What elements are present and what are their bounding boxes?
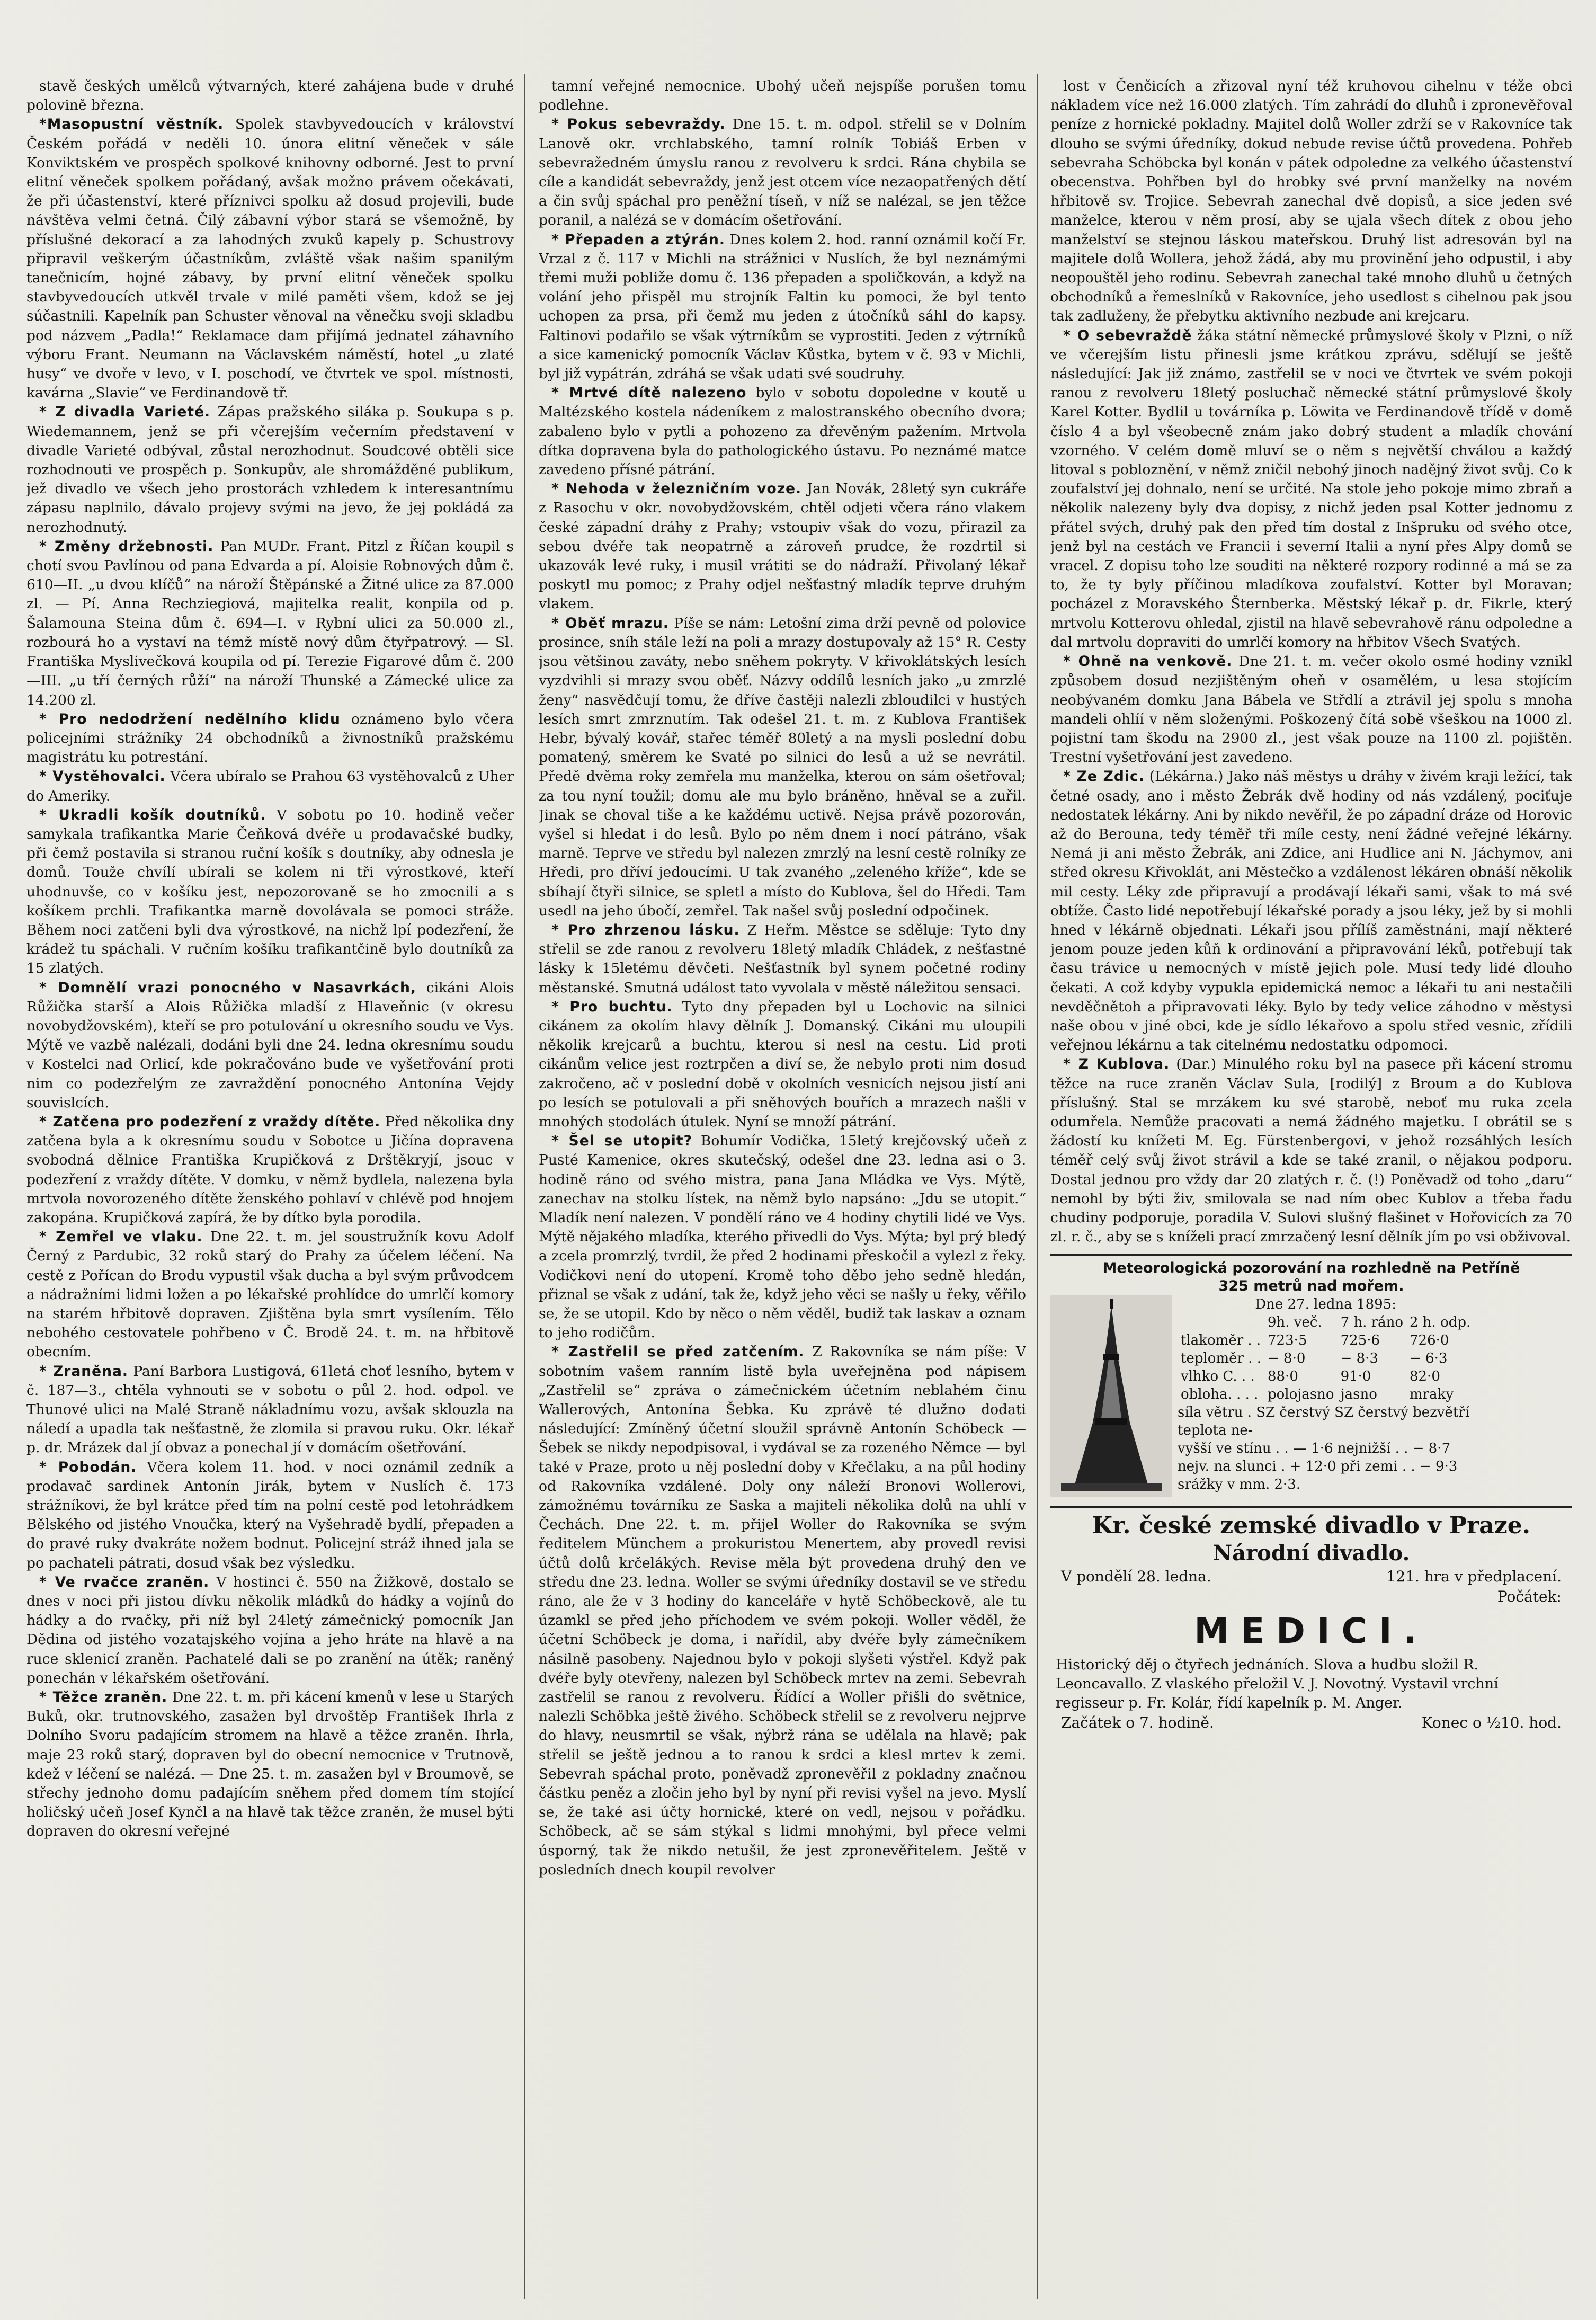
news-headline: * Ze Zdic.	[1063, 768, 1145, 785]
news-text: (Dar.) Minulého roku byl na pasece při kácení stromu těžce na ruce zraněn Václav Sula, [rodilý] z Broum a do Kublova příslušný. Stal se mrzákem ku své starobě, neboť mu ruka zcela odumřela. Nemůže pracovati a nemá žádného majetku. I obrátil se s žádostí ku knížeti M. Eg. Fürstenbergovi, v jehož rozsáhlých lesích téměř celý svůj život strávil a kde se také zranil, o nějakou podporu. Dostal jednou pro vždy dar 20 zlatých r. č. (!) Poněvadž od toho „daru“ nemohl by býti živ, smilovala se nad ním obec Kublov a třeba řadu chudiny podporuje, poradila V. Sulovi slušný flašinet v Hořovicích za 70 zl. r. č., aby se s kníželi prací zmrzačený lesní dělník jím po vsi obživoval.	[1050, 1056, 1572, 1246]
news-item	[26, 1362, 514, 1458]
news-text: (Lékárna.) Jako náš městys u dráhy v živém kraji ležící, tak četné osady, ano i město Žebrák dvě hodiny od nás vzdálený, pociťuje nedostatek lékárny. Ani by nikdo nevěřil, že po západní dráze od Horovic až do Berouna, tedy téměř tři míle cesty, není žádné veřejné lékárny. Nemá ji ani město Žebrák, ani Zdice, ani Hudlice ani N. Jáchymov, ani střed okresu Křivoklát, ani Městečko a vzdálenost lékáren obnáší několik mil cesty. Léky zde připravují a prodávají lékaři sami, však to má své obtíže. Často lidé nepotřebují lékařské porady a jsou léky, jež by si mohli hned v lékárně objednati. Lékaři jsou přílíš zaměstnáni, mají některé jenom pouze jeden kůň k ordinování a připravování léků, potřebují tak času trávice u nemocných v místě jejich pole. Musí tedy lidé dlouho čekati. A což kdyby vypukla epidemická nemoc a lékaři tu ani nestačili nevděčnětoh a připravovati léky. Bylo by tedy velice záhodno v městysi naše obou v jiné obci, kde je sídlo lékařovo a spolu střed vesnic, zřídili veřejnou lékárnu a tak citelnému nedostatku odpomoci.	[1050, 768, 1572, 1054]
news-item	[539, 998, 1026, 1132]
meteo-temp-label: teplota ne-	[1178, 1423, 1253, 1439]
meteo-cell: 723·5	[1267, 1332, 1307, 1349]
news-text: V sobotu po 10. hodině večer samykala trafikantka Marie Čeňková dvéře u prodavačské budky, při čemž postavila si stranou ruční košík s doutníky, aby odnesla je domů. Touže chvílí ubírali se kolem ni tři výrostkové, kteří uhodnuvše, co v košíku jest, nepozorovaně se ho zmocnili a s košíkem prchli. Trafikantka marně dovolávala se pomoci stráže. Během noci zatčeni byli dva výrostkové, na nichž lpí podezření, že krádež tu spáchali. V ručním košíku trafikantčině bylo doutníků za 15 zlatých.	[26, 806, 514, 977]
news-headline: * Mrtvé dítě nalezeno	[551, 385, 747, 402]
news-item	[26, 1113, 514, 1228]
news-item	[539, 77, 1026, 115]
news-headline: * Nehoda v železničním voze.	[551, 481, 802, 497]
theatre-begin: Začátek o 7. hodině.	[1061, 1714, 1214, 1732]
news-text: stavě českých umělců výtvarných, které zahájena bude v druhé polovině března.	[26, 78, 514, 114]
news-headline: * Šel se utopit?	[551, 1133, 692, 1150]
news-item	[26, 403, 514, 537]
column-1	[26, 77, 514, 2291]
news-text: Dnes kolem 2. hod. ranní oznámil kočí Fr. Vrzal z č. 117 v Michli na strážnici v Nuslích, že byl neznámými třemi muži pobliže domu č. 136 přepaden a spoličkován, a když na volání jeho přispěl mu strojník Faltin ku pomoci, že byl tento uchopen za prsa, při čemž mu jeden z útočníků sáhl do kapsy. Faltinovi podařilo se však výtrníkům se vyprostiti. Jeden z výtrníků a sice kamenický pomocník Václav Kůstka, bytem v č. 93 v Michli, byl již vypátrán, zdráhá se však udati své soudruhy.	[539, 231, 1026, 383]
news-item	[539, 614, 1026, 921]
news-text: Z Heřm. Městce se sděluje: Tyto dny střelil se zde ranou z revolveru 18letý mladík Chládek, z nešťastné lásky k 15letému děvčeti. Nešťastník byl synem početné rodiny městanské. Smutná událost tato vyvolala v městě náležitou sensaci.	[539, 921, 1026, 996]
column-rule	[1037, 74, 1038, 2299]
meteo-cell: 91·0	[1340, 1368, 1371, 1385]
news-item	[1050, 1055, 1572, 1247]
meteo-rain: srážky v mm. 2·3.	[1178, 1477, 1301, 1493]
news-headline: * Vystěhovalci.	[39, 768, 166, 785]
meteo-table	[1178, 1313, 1474, 1403]
meteo-cell: − 8·0	[1267, 1350, 1306, 1367]
news-text: Dne 22. t. m. jel soustružník kovu Adolf Černý z Pardubic, 32 roků starý do Prahy za účelem léčení. Na cestě z Pořícan do Brodu vypustil však ducha a byl svým průvodcem a nádražními lidmi ložen a po lékařské prohlídce do umrlčí komory na starém hřbitově dopraven. Zjištěna byla smrt vysílením. Tělo nebohého cestovatele pohřbeno v Č. Brodě 24. t. m. na hřbitově obecním.	[26, 1229, 514, 1361]
meteo-cell: 726·0	[1409, 1332, 1449, 1349]
news-text: Z Rakovníka se nám píše: V sobotním vašem ranním listě byla uveřejněna pod nápisem „Zastřelil se“ zpráva o zámečnickém účetním neblahém činu Wallerových, Antonína Šebka. Ku zprávě té dlužno dodati následující: Zmíněný účetní sloužil správně Antonín Schöbeck — Šebek se nikdy nepodpisoval, i vydával se za rozeného Němce — byl také v Praze, proto u něj poslední doby v Křečlaku, a na půl hodiny od Rakovníka vzdálené. Doly ony náleží Bronovi Wollerovi, zámožnému továrníku ze Saska a majiteli několika dolů na uhlí v Čechách. Dne 22. t. m. přijel Woller do Rakovníka se svým ředitelem Münchem a prokuristou Menertem, aby provedl revisi účtů dolů krčelákých. Revise měla být provedena druhý den ve středu dne 23. ledna. Woller se svými úředníky dostavil se ve středu ráno, ale že v 3 hodiny do kanceláře v hytě Schöbeckově, ale tu úzamkl se před jeho příchodem ve svém pokoji. Woller věděl, že účetní Schöbeck je doma, i nařídil, aby dvéře byly zámečníkem násilně pasobeny. Najednou bylo v pokoji slyšeti výstřel. Když pak dvéře byly otevřeny, nalezen byl Schöbeck mrtev na zemi. Sebevrah zastřelil se ranou z revolveru. Řídící a Woller přišli do světnice, nalezli Schöbka ještě živého. Schöbeck střelil se z revolveru nejprve do hlavy, neusmrtil se však, nýbrž rána se udělala na hlavě; pak střelil se ještě jednou a to ranou k srdci a klesl mrtev k zemi. Sebevrah spáchal proto, poněvadž zpronevěřil z pokladny značnou částku peněz a zločin jeho byl by nyní při revisi vyšel na jevo. Myslí se, že také asi účty hornické, které on vedl, nejsou v pořádku. Schöbeck, ač se sám stýkal s lidmi mnohými, byl přece velmi úsporný, tak že nikdo netušil, že jest zpronevěřitelem. Ještě v posledních dnech koupil revolver	[539, 1344, 1026, 1878]
news-headline: * Pro buchtu.	[551, 998, 673, 1015]
news-headline: * Z divadla Varieté.	[39, 404, 211, 421]
news-item	[1050, 652, 1572, 767]
news-text: žáka státní německé průmyslové školy v Plzni, o níž ve včerejším listu přinesli jsme krátkou zprávu, sdělují se ještě následující: Jak již známo, zastřelil se v noci ve čtvrtek ve svém pokoji ranou z revolveru 18letý posluchač německé státní průmyslové školy Karel Kotter. Bydlil u továrníka p. Löwita ve Ferdinandově třídě v domě číslo 4 a byl všeobecně znám jako dobrý student a mladík chování vzorného. V celém domě mluví se o něm s největší chválou a každý litoval s pobloznění, v němž zničil nebohý jinoch nadějný život svůj. Co k zoufalství jej dohnalo, není se určité. Na stole jeho pokoje mimo zbraň a několik nalezeny byly dva dopisy, z nichž jeden psal Kotter jednomu z přátel svých, druhý pak den před tím dostal z Inšpruku od svého otce, jenž byl na cestách ve Francii i severní Italii a nyní přes Alpy domů se vracel. Z dopisu toho lze souditi na některé rozpory rodinné a má se za to, že ty byly příčinou mladíkova zoufalství. Kotter byl Moravan; pocházel z Moravského Šternberka. Městský lékař p. dr. Fikrle, který mrtvolu Kotterovu ohledal, zjistil na hlavě sebevrahově ránu odpoledne a dal mrtvolu dopraviti do umrlčí komory na hřbitov Všech Svatých.	[1050, 327, 1572, 651]
theatre-performance: 121. hra v předplacení.	[1386, 1568, 1562, 1586]
news-item	[26, 537, 514, 710]
theatre-announcement	[1050, 1506, 1572, 1733]
news-headline: * Zatčena pro podezření z vraždy dítěte.	[39, 1113, 381, 1130]
news-headline: * Změny držebnosti.	[39, 538, 214, 555]
news-headline: * Ve rvačce zraněn.	[39, 1574, 210, 1590]
news-item	[26, 77, 514, 115]
news-item	[26, 979, 514, 1113]
meteo-min: nejv. na slunci . + 12·0 při zemi . . − 9·3	[1178, 1459, 1458, 1475]
meteo-cell: 88·0	[1267, 1368, 1298, 1385]
meteo-cell: 725·6	[1340, 1332, 1380, 1349]
news-headline: * Pokus sebevraždy.	[551, 116, 726, 133]
news-text: V hostinci č. 550 na Žižkově, dostalo se dnes v noci při jistou dívku několik mládků do hádky a vojínů do hádky a do rvačky, při níž byl 24letý zámečnický pomocník Jan Dědina od jistého vozatajského vojína a jeho hráte na hlavě a na ruce sklenicí zraněn. Pachatelé dali se po zranění na útěk; raněný ponechán v lékařském ošetřování.	[26, 1574, 514, 1686]
play-title: MEDICI.	[1194, 1611, 1429, 1652]
news-item	[539, 115, 1026, 230]
theatre-start-label: Počátek:	[1497, 1588, 1562, 1606]
news-headline: * Pro zhrzenou lásku.	[551, 921, 740, 938]
news-headline: * Z Kublova.	[1063, 1056, 1170, 1073]
news-headline: * Přepaden a ztýrán.	[551, 231, 725, 248]
news-headline: * O sebevraždě	[1063, 327, 1192, 344]
news-headline: * Domnělí vrazi ponocného v Nasavrkách,	[39, 979, 416, 996]
column-3	[1050, 77, 1572, 2291]
meteo-col-head: 9h. več.	[1267, 1314, 1322, 1331]
news-text: Pan MUDr. Frant. Pitzl z Říčan koupil s chotí svou Pavlínou od pana Edvarda a pí. Aloisie Robnových dům č. 610—II. „u dvou klíčů“ na nároží Štěpánské a Žitné ulice za 87.000 zl. — Pí. Anna Rechziegiová, majitelka realit, konpila od p. Šalamouna Steina dům č. 694—I. v Rybní ulici za 50.000 zl., rozbourá ho a vystaví na témž místě nový dům čtyřpatrový. — Sl. Františka Myslivečková koupila od pí. Terezie Figarové dům č. 200—III. „u tří černých růží“ na nároží Thunské a Zámecké ulice za 14.200 zl.	[26, 538, 514, 708]
meteo-cell: 82·0	[1409, 1368, 1440, 1385]
news-text: cikáni Alois Růžička starší a Alois Růžička mladší z Hlaveňnic (v okresu novobydžovském), kteří se pro potulování u okresního soudu ve Vys. Mýtě ve vazbě nalézali, dodáni byli dne 24. ledna okresnímu soudu v Kostelci nad Orlicí, kde pokračováno bude ve vyšetřování proti nim co podezřelým ze zavraždění ponocného Antonína Vejdy souvislcích.	[26, 979, 514, 1111]
news-text: Bohumír Vodička, 15letý krejčovský učeň z Pusté Kamenice, okres skutečský, odešel dne 23. ledna asi o 3. hodině ráno od svého mistra, pana Jana Mládka ve Vys. Mýtě, zanechav na stolku lístek, na němž bylo napsáno: „Jdu se utopit.“ Mladík není nalezen. V pondělí ráno ve 4 hodiny chytili lidé ve Vys. Mýtě nějakého mladíka, kterého přivedli do Vys. Mýta; byl prý bledý a zcela promrzlý, tvrdil, že před 2 hodinami přeskočil a vylezl z řeky. Vodičkovi není do utopení. Kromě toho děbo jeho sedně hledán, přiznal se však z udání, tak že, když jeho věci se našly u řeky, věřilo se, že se utopil. Kdo by něco o něm věděl, budiž tak laskav a oznam to jeho rodičům.	[539, 1133, 1026, 1341]
news-item	[26, 1228, 514, 1362]
news-headline: * Pro nedodržení nedělního klidu	[39, 710, 341, 727]
news-headline: * Zraněna.	[39, 1363, 128, 1380]
news-item	[539, 384, 1026, 479]
news-item	[1050, 77, 1572, 326]
news-text: bylo v sobotu dopoledne v koutě u Maltézského kostela nádeníkem z malostranského obecního dvora; zabaleno bylo v pytli a pohozeno za dřevěným pažením. Mrtvola dítka dopravena byla do pathologického ústavu. Po neznámé matce zavedeno přísné pátrání.	[539, 385, 1026, 478]
news-item	[26, 710, 514, 768]
news-headline: * Zemřel ve vlaku.	[39, 1229, 203, 1246]
news-text: Paní Barbora Lustigová, 61letá choť lesního, bytem v č. 187—3., chtěla vyhnouti se v sobotu o půl 2. hod. odpol. ve Thunové ulici na Malé Straně nákladnímu vozu, avšak sklouzla na náledí a upadla tak nešťastně, že zlomila si pravou ruku. Okr. lékař p. dr. Mrázek dal jí obvaz a ponechal jí v domácím ošetřování.	[26, 1363, 514, 1456]
theatre-stage: Národní divadlo.	[1212, 1541, 1410, 1566]
news-text: Zápas pražského siláka p. Soukupa s p. Wiedemannem, jenž se při včerejším večerním představení v divadle Varieté odbýval, zůstal nerozhodnut. Soudcové obtěli sice rozhodnouti ve prospěch p. Sonkupův, ale shromážděné publikum, jež divadlo ve všech jeho prostorách vzhledem k interesantnímu zápasu naplnilo, dávalo projevy svými na jevo, že jej pokládá za nerozhodnutý.	[26, 404, 514, 536]
news-text: Jan Novák, 28letý syn cukráře z Rasochu v okr. novobydžovském, chtěl odjeti včera ráno vlakem české západní dráhy z Prahy; vstoupiv však do vozu, přirazil za sebou dvéře tak neopatrně a zároveň prudce, že rozdrtil si ukazovák levé ruky, i musil vrátiti se do nádraží. Přivolaný lékař poskytl mu pomoc; z Prahy odjel nešťastný mladík teprve druhým vlakem.	[539, 481, 1026, 612]
meteo-subtitle: 325 metrů nad mořem.	[1218, 1278, 1404, 1295]
meteo-cell: jasno	[1340, 1386, 1377, 1403]
news-item	[1050, 767, 1572, 1055]
news-headline: * Těžce zraněn.	[39, 1689, 168, 1706]
news-text: Před několika dny zatčena byla a k okresnímu soudu v Sobotce u Jičína dopravena svobodná dělnice Františka Krupičková z Drštěkryjí, jsouc v podezření z vraždy dítěte. V domku, v němž bydlela, nalezena byla mrtvola novorozeného dítěte ženského pohlaví v chlévě pod hnojem zakopána. Krupičková zapírá, že by dítko byla porodila.	[26, 1113, 514, 1226]
news-text: lost v Čenčicích a zřizoval nyní též kruhovou cihelnu v téže obci nákladem více než 16.000 zlatých. Tím zahrádí do dluhů i zpronevěřoval peníze z hornické pokladny. Majitel dolů Woller zdrží se v Rakovníce tak dlouho se svými úředníky, dokud nebude revise účtů provedena. Pohřeb sebevraha Schöbcka byl konán v pátek odpoledne za velkého účastenství obecenstva. Pohřben byl do hrobky své první manželky na novém hřbitově sv. Trojice. Sebevrah zanechal dvě dopisů, a sice jeden své manželce, kterou v něm prosí, aby se ujala všech dítek z obou jeho manželství se stejnou láskou mateřskou. Druhý list adresován byl na majitele dolů Wollera, jehož žádá, aby mu provinění jeho odpustil, i aby neopouštěl jeho rodinu. Sebevrah zanechal také mnoho dluhů u četných obchodníků a řemeslníků v Rakovníce, jeho usedlost s cihelnou pak jsou tak zadluženy, že přebytku aktivního nezbude ani krejcaru.	[1050, 78, 1572, 325]
news-item	[539, 1343, 1026, 1880]
news-item	[26, 1573, 514, 1688]
meteo-cell: − 8·3	[1340, 1350, 1378, 1367]
news-text: tamní veřejné nemocnice. Ubohý učeň nejspíše porušen tomu podlehne.	[539, 78, 1026, 114]
news-headline: * Pobodán.	[39, 1459, 137, 1475]
news-item	[26, 1458, 514, 1573]
theatre-title: Kr. české zemské divadlo v Praze.	[1092, 1512, 1531, 1540]
news-text: oznámeno bylo včera policejními strážníky 24 obchodníků a živnostníků pražskému magistrátu ku potrestání.	[26, 710, 514, 766]
theatre-date: V pondělí 28. ledna.	[1061, 1568, 1211, 1586]
meteo-title: Meteorologická pozorování na rozhledně na Petříně	[1102, 1260, 1520, 1277]
news-headline: * Zastřelil se před zatčením.	[551, 1344, 805, 1361]
meteo-date: Dne 27. ledna 1895:	[1255, 1296, 1396, 1313]
news-text: Dne 22. t. m. při kácení kmenů v lese u Starých Buků, okr. trutnovského, zasažen byl drvoštěp František Ihrla z Dolního Svoru padajícím stromem na hlavě a těžce zraněn. Ihrla, maje 23 roků starý, dopraven byl do obecní nemocnice v Trutnově, kdež v léčení se nalézá. — Dne 25. t. m. zasažen byl v Broumově, se střechy jednoho domu padajícím sněhem před domem tím stojící holičský učeň Josef Kynčl a na hlavě tak těžce zraněn, že musel býti dopraven do okresní veřejné	[26, 1689, 514, 1840]
meteo-report	[1050, 1254, 1572, 1497]
meteo-row-label: vlhko C. . .	[1181, 1368, 1255, 1385]
news-headline: * Ukradli košík doutníků.	[39, 806, 266, 823]
meteo-wind: síla větru . SZ čerstvý SZ čerstvý bezvětří	[1178, 1405, 1470, 1421]
news-text: Dne 21. t. m. večer okolo osmé hodiny vznikl způsobem dosud nezjištěným oheň v osamělém, u lesa stojícím neobývaném domku Jana Bábela ve Střdlí a ztrávil jej spolu s mnoha mandeli ohlíí v něm složenými. Poškozený čítá sobě všeškou na 1000 zl. pojistní tam škodu na 2900 zl., jest však pouze na 1100 zl. pojištěn. Trestní vyšetřování jest zavedeno.	[1050, 653, 1572, 766]
news-item	[539, 479, 1026, 614]
news-item	[1050, 326, 1572, 652]
meteo-col-head: 2 h. odp.	[1409, 1314, 1471, 1331]
news-item	[539, 1132, 1026, 1343]
meteo-row-label: oblohа. . . .	[1181, 1386, 1259, 1403]
news-item	[26, 767, 514, 805]
meteo-row-label: tlakoměr . .	[1181, 1332, 1261, 1349]
news-item	[539, 921, 1026, 998]
petrin-tower-illustration	[1050, 1295, 1172, 1497]
meteo-cell: polojasno	[1267, 1386, 1334, 1403]
news-text: Tyto dny přepaden byl u Lochovic na silnici cikánem za okolím hlavy dělník J. Domanský. Cikáni mu uloupili několik krejcarů a buchtu, kterou si nesl na cestu. Lid proti cikánům velice jest roztrpčen a diví se, že nebylo proti nim dosud zakročeno, ač v poslední době v okolních vesnicích nejsou jistí ani po lesích se potulovali a při sněhových bouřích a mrazech našli v mnohých stodolách útulek. Nyní se množí pátrání.	[539, 998, 1026, 1130]
news-headline: * Ohně na venkově.	[1063, 653, 1233, 670]
meteo-col-head: 7 h. ráno	[1340, 1314, 1403, 1331]
news-headline: * Oběť mrazu.	[551, 615, 669, 632]
play-description: Historický děj o čtyřech jednáních. Slova a hudbu složil R. Leoncavallo. Z vlaského přeložil V. J. Novotný. Vystavil vrchní regisseur p. Fr. Kolár, řídí kapelník p. M. Anger.	[1056, 1657, 1499, 1712]
news-item	[26, 1688, 514, 1842]
column-rule	[524, 74, 525, 2299]
meteo-cell: mraky	[1409, 1386, 1454, 1403]
news-item	[26, 115, 514, 403]
news-text: Včera kolem 11. hod. v noci oznámil zedník a prodavač sardinek Antonín Jirák, bytem v Nuslích č. 173 strážníkovi, že byl krátce před tím na polní cestě pod letohrádkem Bělského od jistého Vnoučka, který na Vyšehradě bydlí, přepaden a do pravé ruky dvakráte nožem bodnut. Policejní stráž ihned jala se po pachateli pátrati, dosud však bez výsledku.	[26, 1459, 514, 1571]
news-item	[26, 806, 514, 979]
column-3-articles	[1050, 77, 1572, 1247]
meteo-max: vyšší ve stínu . . — 1·6 nejnižší . . − 8·7	[1178, 1441, 1451, 1457]
news-item	[539, 230, 1026, 384]
news-text: Dne 15. t. m. odpol. střelil se v Dolním Lanově okr. vrchlabského, tamní rolník Tobiáš Erben v sebevražedném úmyslu ranou z revolveru k srdci. Rána chybila se cíle a kandidát sebevraždy, jenž jest otcem více nezaopatřených dětí a čin svůj spáchal pro peněžní tíseň, v níž se nalézal, se jen těžce poranil, a nalézá se v domácím ošetřování.	[539, 116, 1026, 229]
meteo-cell: − 6·3	[1409, 1350, 1448, 1367]
meteo-row-label: teploměr . .	[1181, 1350, 1261, 1367]
theatre-end: Konec o ½10. hod.	[1421, 1714, 1562, 1732]
column-2	[539, 77, 1026, 2291]
news-headline: *Masopustní věstník.	[39, 116, 224, 133]
news-text: Píše se nám: Letošní zima drží pevně od polovice prosince, sníh stále leží na poli a mrazy dostupovaly až 15° R. Cesty jsou většinou zaváty, nebo sněhem pokryty. V křivoklátských lesích vyzdvihli si mrazy svou oběť. Názvy oddílů lesních jako „u zmrzlé ženy“ nasvědčují tomu, že dříve častěji nalezli zbloudilci v hustých lesích smrt zmrznutím. Tak odešel 21. t. m. z Kublova František Hebr, bývalý kovář, stařec téměř 80letý a na mysli poslední dobu pomatený, směrem ke Svaté po silnici do lesů a už se nevrátil. Předě dvěma roky zemřela mu manželka, kterou on sám ošetřoval; za tou nyní toužil; domu ale mu bylo bráněno, hněval se a zuřil. Jinak se choval tiše a ke každému uctivě. Nejsa právě pozorován, vyšel si hledat i do lesů. Bylo po něm dnem i nocí pátráno, však marně. Teprve ve středu byl nalezen zmrzlý na lesní cestě rolníky ze Hředi, pro dříví jedoucími. U tak zvaného „zeleného kříže“, kde se sbíhají čtyři silnice, se spletl a místo do Kublova, šel do Hředi. Tam usedl na jeho úbočí, zemřel. Tak našel svůj poslední odpočinek.	[539, 615, 1026, 919]
news-text: Včera ubíralo se Prahou 63 vystěhovalců z Uher do Ameriky.	[26, 768, 514, 804]
news-text: Spolek stavbyvedoucích v království Českém pořádá v neděli 10. února elitní věneček v sále Konviktském ve prospěch spolkové knihovny odborné. Jest to první elitní věneček spolkem pořádaný, avšak možno právem očekávati, že při účastenství, které příznivci spolku až dosud projevili, bude návštěva velmi četná. Čilý zábavní výbor stará se všemožně, by příslušné dekorací a za lahodných zvuků kapely p. Schustrovy připravil veškerým účastníkům, zvláště však našim spanilým tanečnicím, hojné zábavy, by první elitní věneček spolku stavbyvedoucích utkvěl trvale v milé paměti všem, kdož se jej súčastnili. Kapelník pan Schuster věnoval na věnečku svoji skladbu pod názvem „Padla!“ Reklamace dam přijímá jednatel záhavního výboru Frant. Neumann na Václavském náměstí, hotel „u zlaté husy“ ve dvoře v levo, v I. poschodí, ve čtvrtek ve spol. místnosti, kavárna „Slavie“ ve Ferdinandově tř.	[26, 116, 514, 402]
